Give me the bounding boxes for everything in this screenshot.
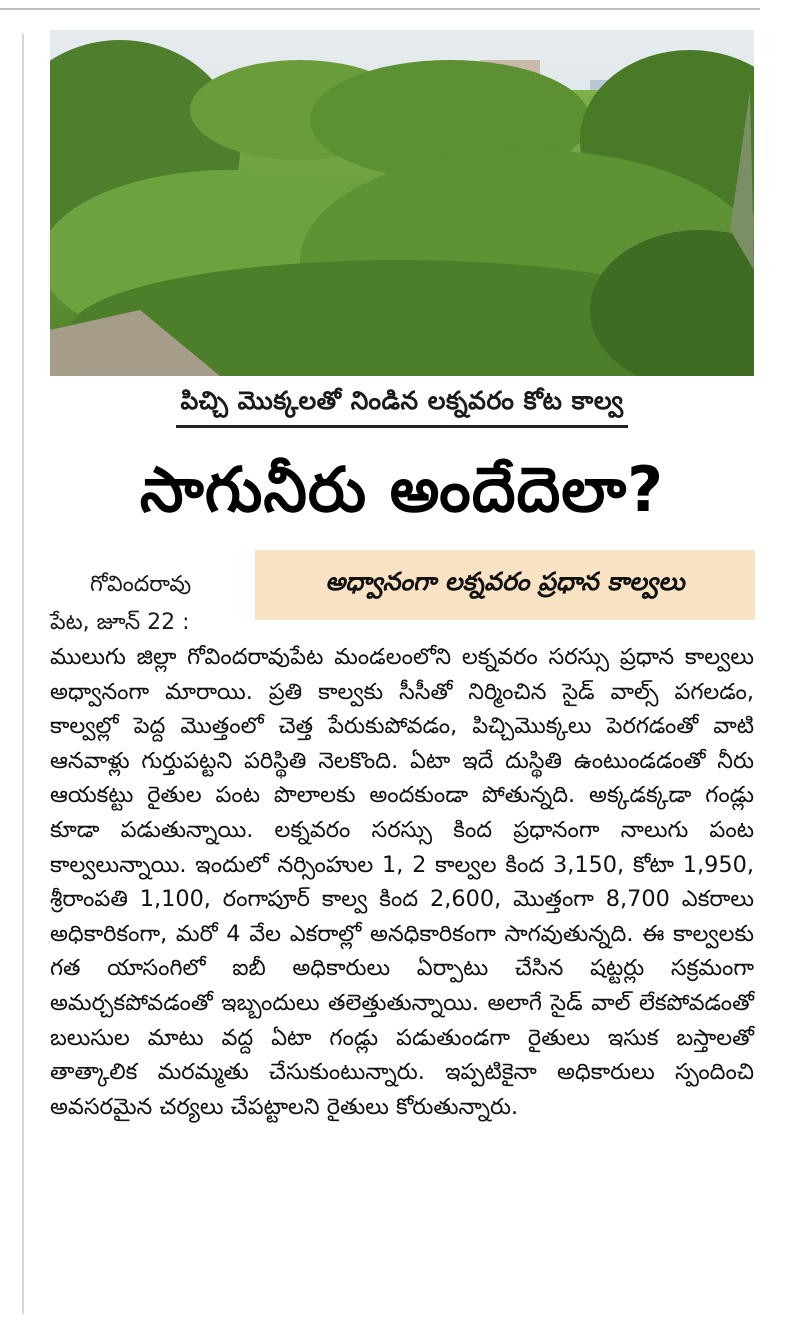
dateline-place: గోవిందరావు xyxy=(90,572,192,597)
article-body: ములుగు జిల్లా గోవిందరావుపేట మండలంలోని లక్నవరం సరస్సు ప్రధాన కాల్వలు అధ్వానంగా మారాయి. ప్రతి కాల్వకు సీసీతో నిర్మించిన సైడ్ వాల్స్ పగలడం, కాల్వల్లో పెద్ద మొత్తంలో చెత్త పేరుకుపోవడం, పిచ్చిమొక్కలు పెరగడంతో వాటి ఆనవాళ్లు గుర్తుపట్టని పరిస్థితి నెలకొంది. ఏటా ఇదే దుస్థితి ఉంటుండడంతో నీరు ఆయకట్టు రైతుల పంట పొలాలకు అందకుండా పోతున్నది. అక్కడక్కడా గండ్లు కూడా పడుతున్నాయి. లక్నవరం సరస్సు కింద ప్రధానంగా నాలుగు పంట కాల్వలున్నాయి. ఇందులో నర్సింహుల 1, 2 కాల్వల కింద 3,150, కోటా 1,950, శ్రీరాంపతి 1,100, రంగాపూర్ కాల్వ కింద 2,600, మొత్తంగా 8,700 ఎకరాలు అధికారికంగా, మరో 4 వేల ఎకరాల్లో అనధికారికంగా సాగవుతున్నది. ఈ కాల్వలకు గత యాసంగిలో ఐబీ అధికారులు ఏర్పాటు చేసిన షట్టర్లు సక్రమంగా అమర్చకపోవడంతో ఇబ్బందులు తలెత్తుతున్నాయి. అలాగే సైడ్ వాల్ లేకపోవడంతో బలుసుల మాటు వద్ద ఏటా గండ్లు పడుతుండగా రైతులు ఇసుక బస్తాలతో తాత్కాలిక మరమ్మతు చేసుకుంటున్నారు. ఇప్పటికైనా అధికారులు స్పందించి అవసరమైన చర్యలు చేపట్టాలని రైతులు కోరుతున్నారు. xyxy=(50,644,754,1120)
dateline-date: పేట, జూన్ 22 : xyxy=(50,610,190,635)
headline: సాగునీరు అందేదెలా? xyxy=(139,453,665,526)
dateline xyxy=(50,566,250,642)
top-rule xyxy=(0,8,760,10)
photo-caption-wrapper xyxy=(50,386,754,428)
column-divider xyxy=(22,34,24,1314)
article-photo xyxy=(50,30,754,376)
subheadline: అధ్వానంగా లక్నవరం ప్రధాన కాల్వలు xyxy=(325,567,685,596)
photo-caption: పిచ్చి మొక్కలతో నిండిన లక్నవరం కోట కాల్వ xyxy=(176,386,627,428)
subheadline-box xyxy=(255,550,755,620)
